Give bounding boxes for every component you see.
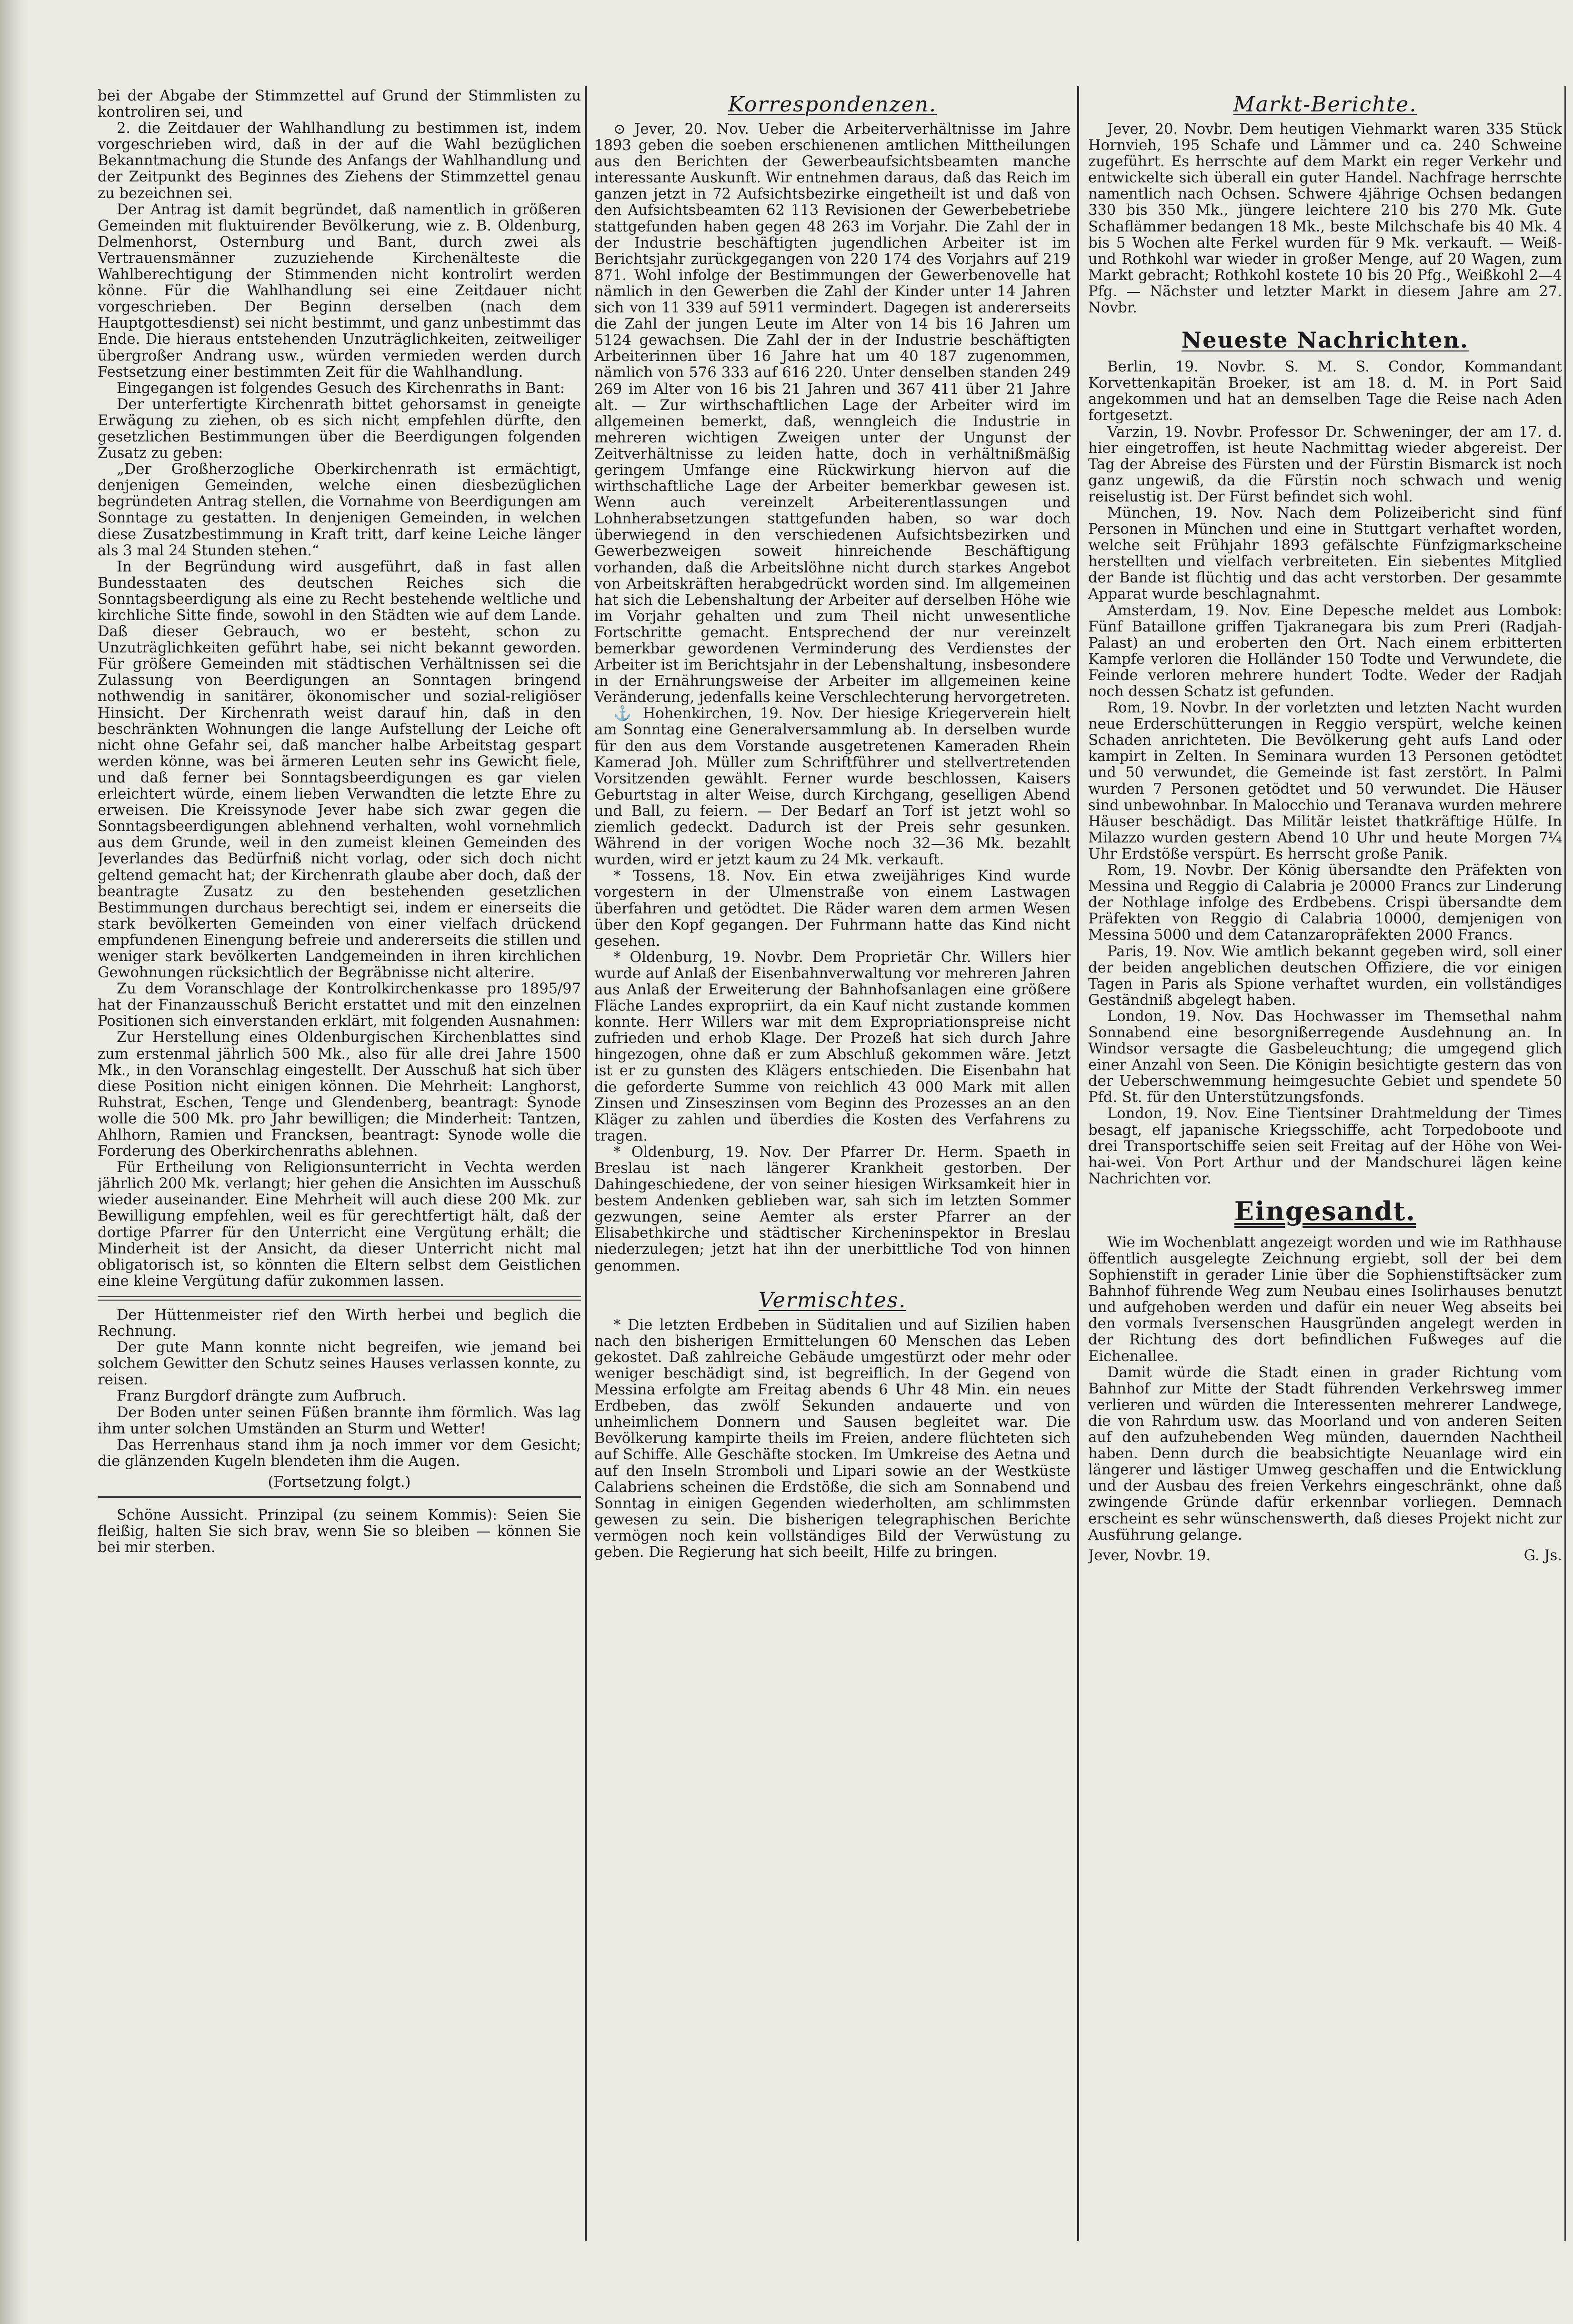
news-london-2: London, 19. Nov. Eine Tientsiner Drahtmeldung der Times besagt, elf japanische Kriegsschiffe, acht Torpedoboote und drei Transportschiffe seien seit Freitag auf der Höhe von Wei-hai-wei. Von Port Arthur und der Mandschurei lägen keine Nachrichten vor. [1088, 1105, 1562, 1187]
news-london-1: London, 19. Nov. Das Hochwasser im Themsethal nahm Sonnabend eine besorgnißerregende Ausdehnung an. In Windsor versagte die Gasbeleuchtung; die umgegend glich einer Anzahl von Seen. Die Königin besichtigte gestern das von der Ueberschwemmung heimgesuchte Gebiet und spendete 50 Pfd. St. für den Unterstützungsfonds. [1088, 1008, 1562, 1106]
page-right-rule [1564, 86, 1566, 2241]
news-varzin: Varzin, 19. Novbr. Professor Dr. Schweninger, der am 17. d. hier eingetroffen, ist heute Nachmittag wieder abgereist. Der Tag der Abreise des Fürsten und der Fürstin Bismarck ist noch ganz ungewiß, da die Fürstin noch schwach und wenig reiselustig ist. Der Fürst befindet sich wohl. [1088, 423, 1562, 505]
news-berlin: Berlin, 19. Novbr. S. M. S. Condor, Kommandant Korvettenkapitän Broeker, ist am 18. d. M. in Port Said angekommen und hat an demselben Tage die Reise nach Aden fortgesetzt. [1088, 359, 1562, 424]
column-rule-2 [1077, 86, 1079, 2241]
news-rom-1: Rom, 19. Novbr. In der vorletzten und letzten Nacht wurden neue Erderschütterungen in Reggio verspürt, welche keinen Schaden anrichteten. Die Bevölkerung geht aufs Land oder kampirt in Zelten. In Seminara wurden 13 Personen getödtet und 50 verwundet, die Gemeinde ist fast zerstört. In Palmi wurden 7 Personen getödtet und 50 verwundet. Die Häuser sind unbewohnbar. In Malocchio und Teranava wurden mehrere Häuser beschädigt. Das Militär leistet thatkräftige Hülfe. In Milazzo wurden gestern Abend 10 Uhr und heute Morgen 7¼ Uhr Erdstöße verspürt. Es herrscht große Panik. [1088, 700, 1562, 862]
section-divider-2 [98, 1496, 581, 1501]
story-p5: Das Herrenhaus stand ihm ja noch immer vor dem Gesicht; die glänzenden Kugeln blendeten ihm die Augen. [98, 1436, 581, 1470]
section-divider [98, 1296, 581, 1301]
letter-p1: Wie im Wochenblatt angezeigt worden und wie im Rathhause öffentlich ausgelegte Zeichnung ergiebt, soll der bei dem Sophienstift in gerader Linie über die Sophienstiftsäcker zum Bahnhof führende Weg zum Neubau eines Isolirhauses benutzt und aufgehoben werden und dafür ein neuer Weg abseits bei den vormals Iversenschen Hausgründen angelegt werden in der Richtung des dort befindlichen Fußweges auf die Eichenallee. [1088, 1234, 1562, 1365]
report-tossens: * Tossens, 18. Nov. Ein etwa zweijähriges Kind wurde vorgestern in der Ulmenstraße von einem Lastwagen überfahren und getödtet. Die Räder waren dem armen Wesen über den Kopf gegangen. Der Fuhrmann hatte das Kind nicht gesehen. [594, 868, 1071, 950]
synod-text-p1: bei der Abgabe der Stimmzettel auf Grund der Stimmlisten zu kontroliren sei, und [98, 88, 581, 121]
story-p3: Franz Burgdorf drängte zum Aufbruch. [117, 1388, 406, 1405]
synod-text-p8: Zu dem Voranschlage der Kontrolkirchenkasse pro 1895/97 hat der Finanzausschuß Bericht erstattet und mit den einzelnen Positionen sich einverstanden erklärt, mit folgenden Ausnahmen: [98, 981, 581, 1030]
heading-korrespondenzen: Korrespondenzen. [728, 92, 937, 117]
market-jever: Jever, 20. Novbr. Dem heutigen Viehmarkt waren 335 Stück Hornvieh, 195 Schafe und Lämmer und ca. 240 Schweine zugeführt. Es herrschte auf dem Markt ein reger Verkehr und entwickelte sich überall ein guter Handel. Nachfrage herrschte namentlich nach Ochsen. Schwere 4jährige Ochsen bedangen 330 bis 350 Mk., jüngere leichtere 210 bis 270 Mk. Gute Schaflämmer bedangen 18 Mk., beste Milchschafe bis 40 Mk. 4 bis 5 Wochen alte Ferkel wurden für 9 Mk. verkauft. — Weiß- und Rothkohl war wieder in großer Menge, auf 20 Wagen, zum Markt gebracht; Rothkohl kostete 10 bis 20 Pfg., Weißkohl 2—4 Pfg. — Nächster und letzter Markt in diesem Jahre am 27. Novbr. [1088, 121, 1562, 317]
synod-text-p7: In der Begründung wird ausgeführt, daß in fast allen Bundesstaaten des deutschen Reiches sich die Sonntagsbeerdigung als eine zu Recht bestehende weltliche und kirchliche Sitte finde, sowohl in den Städten wie auf dem Lande. Daß dieser Gebrauch, wo er besteht, schon zu Unzuträglichkeiten geführt habe, sei nicht bekannt geworden. Für größere Gemeinden mit städtischen Verhältnissen sei die Zulassung von Beerdigungen an Sonntagen bringend nothwendig in sanitärer, ökonomischer und sozial-religiöser Hinsicht. Der Kirchenrath weist darauf hin, daß in den beschränkten Wohnungen die lange Aufstellung der Leiche oft nicht ohne Gefahr sei, daß mancher halbe Arbeitstag gespart werden könne, was bei ärmeren Leuten sehr ins Gewicht fiele, und daß ferner bei Sonntagsbeerdigungen es gar vielen erleichtert würde, einem lieben Verwandten die letzte Ehre zu erweisen. Die Kreissynode Jever habe sich zwar gegen die Sonntagsbeerdigungen ablehnend verhalten, wohl vornehmlich aus dem Grunde, weil in den zumeist kleinen Gemeinden des Jeverlandes das Bedürfniß nicht vorlag, oder sich doch nicht geltend gemacht hat; der Kirchenrath glaube aber doch, daß der beantragte Zusatz zu den bestehenden gesetzlichen Bestimmungen durchaus berechtigt sei, indem er einerseits die stark bevölkerten Gemeinden von einer vielfach drückend empfundenen Einengung befreie und andererseits die stillen und weniger stark bevölkerten Landgemeinden in ihren kirchlichen Gewohnungen rücksichtlich der Begräbnisse nicht alterire. [98, 558, 581, 982]
column-middle [594, 88, 1071, 1561]
synod-text-p6: „Der Großherzogliche Oberkirchenrath ist ermächtigt, denjenigen Gemeinden, welche einen diesbezüglichen begründeten Antrag stellen, die Vornahme von Beerdigungen am Sonntage zu gestatten. In denjenigen Gemeinden, in welchen diese Zusatzbestimmung in Kraft tritt, darf keine Leiche länger als 3 mal 24 Stunden stehen.“ [98, 461, 581, 559]
news-amsterdam: Amsterdam, 19. Nov. Eine Depesche meldet aus Lombok: Fünf Bataillone griffen Tjakranegara bis zum Preri (Radjah-Palast) an und eroberten den Ort. Nach einem erbitterten Kampfe verloren die Holländer 150 Todte und Verwundete, die Feinde verloren mehrere hundert Todte. Weder der Radjah noch dessen Schatz ist gefunden. [1088, 602, 1562, 700]
news-muenchen: München, 19. Nov. Nach dem Polizeibericht sind fünf Personen in München und eine in Stuttgart verhaftet worden, welche seit Frühjahr 1893 gefälschte Fünfzigmarkscheine herstellten und vielfach verbreiteten. Ein siebentes Mitglied der Bande ist flüchtig und das acht verstorben. Der gesammte Apparat wurde beschlagnahmt. [1088, 504, 1562, 603]
story-p2: Der gute Mann konnte nicht begreifen, wie jemand bei solchem Gewitter den Schutz seines Hauses verlassen konnte, zu reisen. [98, 1339, 581, 1389]
synod-text-p4: Eingegangen ist folgendes Gesuch des Kirchenraths in Bant: [117, 380, 565, 397]
synod-text-p9: Zur Herstellung eines Oldenburgischen Kirchenblattes sind zum erstenmal jährlich 500 Mk., also für alle drei Jahre 1500 Mk., in den Voranschlag eingestellt. Der Ausschuß hat sich über diese Position nicht einigen können. Die Mehrheit: Langhorst, Ruhstrat, Eschen, Tenge und Glendenberg, beantragt: Synode wolle die 500 Mk. pro Jahr bewilligen; die Minderheit: Tantzen, Ahlhorn, Ramien und Francksen, beantragt: Synode wolle die Forderung des Oberkirchenraths ablehnen. [98, 1029, 581, 1160]
news-rom-2: Rom, 19. Novbr. Der König übersandte den Präfekten von Messina und Reggio di Calabria je 20000 Francs zur Linderung der Nothlage infolge des Erdbebens. Crispi übersandte dem Präfekten von Reggio di Calabria 10000, demjenigen von Messina 5000 und dem Catanzaropräfekten 2000 Francs. [1088, 862, 1562, 944]
report-oldenburg-2: * Oldenburg, 19. Nov. Der Pfarrer Dr. Herm. Spaeth in Breslau ist nach längerer Krankheit gestorben. Der Dahingeschiedene, der von seiner hiesigen Wirksamkeit hier in bestem Andenken geblieben war, sah sich im letzten Sommer gezwungen, seine Aemter als erster Pfarrer an der Elisabethkirche und städtischer Kircheninspektor in Breslau niederzulegen; jetzt hat ihn der unerbittliche Tod von hinnen genommen. [594, 1143, 1071, 1274]
heading-neueste-nachrichten: Neueste Nachrichten. [1182, 327, 1469, 353]
column-left [98, 88, 581, 1556]
joke-text: Schöne Aussicht. Prinzipal (zu seinem Kommis): Seien Sie fleißig, halten Sie sich brav, wenn Sie so bleiben — können Sie bei mir sterben. [98, 1506, 581, 1556]
story-p4: Der Boden unter seinen Füßen brannte ihm förmlich. Was lag ihm unter solchen Umständen an Sturm und Wetter! [98, 1404, 581, 1437]
report-jever: ⊙ Jever, 20. Nov. Ueber die Arbeiterverhältnisse im Jahre 1893 geben die soeben erschienenen amtlichen Mittheilungen aus den Berichten der Gewerbeaufsichtsbeamten manche interessante Auskunft. Wir entnehmen daraus, daß das Reich im ganzen jetzt in 72 Aufsichtsbezirke eingetheilt ist und daß von den Aufsichtsbeamten 62 113 Revisionen der Gewerbebetriebe stattgefunden haben gegen 48 263 im Vorjahr. Die Zahl der in der Industrie beschäftigten jugendlichen Arbeiter ist im Berichtsjahr zurückgegangen von 220 174 des Vorjahrs auf 219 871. Wohl infolge der Bestimmungen der Gewerbenovelle hat nämlich in den Gewerben die Zahl der Kinder unter 14 Jahren sich von 11 339 auf 5911 vermindert. Dagegen ist andererseits die Zahl der jungen Leute im Alter von 14 bis 16 Jahren um 5124 gewachsen. Die Zahl der in der Industrie beschäftigten Arbeiterinnen über 16 Jahre hat um 40 187 zugenommen, nämlich von 576 333 auf 616 220. Unter denselben standen 249 269 im Alter von 16 bis 21 Jahren und 367 411 über 21 Jahre alt. — Zur wirthschaftlichen Lage der Arbeiter wird im allgemeinen bemerkt, daß, wenngleich die Industrie in mehreren wichtigen Zweigen unter der Ungunst der Zeitverhältnisse zu leiden hatte, doch in verhältnißmäßig geringem Umfange eine Rückwirkung hiervon auf die wirthschaftliche Lage der Arbeiter bemerkbar gewesen ist. Wenn auch vereinzelt Arbeiterentlassungen und Lohnherabsetzungen stattgefunden haben, so war doch überwiegend in den verschiedenen Aufsichtsbezirken und Gewerbezweigen soweit hinreichende Beschäftigung vorhanden, daß die Arbeitslöhne nicht durch starkes Angebot von Arbeitskräften herabgedrückt worden sind. Im allgemeinen hat sich die Lebenshaltung der Arbeiter auf derselben Höhe wie im Vorjahr gehalten und zum Theil nicht unwesentliche Fortschritte gemacht. Entsprechend der nur vereinzelt bemerkbar gewordenen Verminderung des Verdienstes der Arbeiter ist im Berichtsjahr in der Lebenshaltung, insbesondere in der Ernährungsweise der Arbeiter im allgemeinen keine Veränderung, jedenfalls keine Verschlechterung hervorgetreten. [594, 121, 1071, 706]
report-erdbeben: * Die letzten Erdbeben in Süditalien und auf Sizilien haben nach den bisherigen Ermittelungen 60 Menschen das Leben gekostet. Daß zahlreiche Gebäude umgestürzt oder mehr oder weniger beschädigt sind, ist begreiflich. In der Gegend von Messina erfolgte am Freitag abends 6 Uhr 48 Min. ein neues Erdbeben, das zwölf Sekunden andauerte und von unheimlichem Donnern und Sausen begleitet war. Die Bevölkerung kampirte theils im Freien, andere flüchteten sich auf Schiffe. Alle Geschäfte stocken. Im Umkreise des Aetna und auf den Inseln Stromboli und Lipari sowie an der Westküste Calabriens scheinen die Erdstöße, die sich am Sonnabend und Sonntag in einigen Gegenden wiederholten, am schlimmsten gewesen zu sein. Die bisherigen telegraphischen Berichte vermögen noch kein vollständiges Bild der Verwüstung zu geben. Die Regierung hat sich beeilt, Hilfe zu bringen. [594, 1316, 1071, 1561]
heading-markt-berichte: Markt-Berichte. [1233, 92, 1417, 117]
synod-text-p2: 2. die Zeitdauer der Wahlhandlung zu bestimmen ist, indem vorgeschrieben wird, daß in der auf die Wahl bezüglichen Bekanntmachung die Stunde des Anfangs der Wahlhandlung und der Zeitpunkt des Beginnes des Ziehens der Stimmzettel genau zu bezeichnen sei. [98, 120, 581, 202]
signature-initials: G. Js. [1523, 1547, 1562, 1564]
story-p1: Der Hüttenmeister rief den Wirth herbei und beglich die Rechnung. [98, 1306, 581, 1340]
continuation-note: (Fortsetzung folgt.) [268, 1473, 411, 1491]
column-right [1088, 88, 1562, 1565]
synod-text-p5: Der unterfertigte Kirchenrath bittet gehorsamst in geneigte Erwägung zu ziehen, ob es sich nicht empfehlen dürfte, den gesetzlichen Bestimmungen über die Beerdigungen folgenden Zusatz zu geben: [98, 396, 581, 462]
letter-p2: Damit würde die Stadt einen in grader Richtung vom Bahnhof zur Mitte der Stadt führenden Verkehrsweg immer verlieren und würden die Interessenten mehrerer Landwege, die von Rahrdum usw. das Moorland und von anderen Seiten auf den aufzuhebenden Weg münden, dauernden Nachtheil haben. Denn durch die beabsichtigte Neuanlage wird ein längerer und lästiger Umweg geschaffen und die Entwicklung und der Ausbau des freien Verkehrs eingeschränkt, ohne daß zwingende Gründe dafür erkennbar vorliegen. Demnach erscheint es sehr wünschenswerth, daß dieses Projekt nicht zur Ausführung gelange. [1088, 1364, 1562, 1543]
news-paris: Paris, 19. Nov. Wie amtlich bekannt gegeben wird, soll einer der beiden angeblichen deutschen Offiziere, die vor einigen Tagen in Paris als Spione verhaftet wurden, ein vollständiges Geständniß abgelegt haben. [1088, 943, 1562, 1009]
heading-vermischtes: Vermischtes. [758, 1288, 907, 1312]
synod-text-p10: Für Ertheilung von Religionsunterricht in Vechta werden jährlich 200 Mk. verlangt; hier gehen die Ansichten im Ausschuß wieder auseinander. Eine Mehrheit will auch diese 200 Mk. zur Bewilligung empfehlen, weil es für gerechtfertigt hält, daß der dortige Pfarrer für den Unterricht eine Vergütung erhält; die Minderheit ist der Ansicht, da dieser Unterricht nicht mal obligatorisch ist, so könnten die Eltern selbst dem Geistlichen eine kleine Vergütung dafür zukommen lassen. [98, 1159, 581, 1290]
synod-text-p3: Der Antrag ist damit begründet, daß namentlich in größeren Gemeinden mit fluktuirender Bevölkerung, wie z. B. Oldenburg, Delmenhorst, Osternburg und Bant, durch zwei als Vertrauensmänner zuzuziehende Kirchenälteste die Wahlberechtigung der Stimmenden nicht kontrolirt werden könne. Für die Wahlhandlung sei eine Zeitdauer nicht vorgeschrieben. Der Beginn derselben (nach dem Hauptgottesdienst) sei nicht bestimmt, und ganz unbestimmt das Ende. Die hieraus entstehenden Unzuträglichkeiten, zeitweiliger übergroßer Andrang usw., würden vermieden werden durch Festsetzung einer bestimmten Zeit für die Wahlhandlung. [98, 201, 581, 381]
signature-place-date: Jever, Novbr. 19. [1088, 1547, 1211, 1564]
report-hohenkirchen: ⚓ Hohenkirchen, 19. Nov. Der hiesige Kriegerverein hielt am Sonntag eine Generalversammlung ab. In derselben wurde für den aus dem Vorstande ausgetretenen Kameraden Rhein Kamerad Joh. Müller zum Schriftführer und stellvertretenden Vorsitzenden gewählt. Ferner wurde beschlossen, Kaisers Geburtstag in alter Weise, durch Kirchgang, geselligen Abend und Ball, zu feiern. — Der Bedarf an Torf ist jetzt wohl so ziemlich gedeckt. Dadurch ist der Preis sehr gesunken. Während in der vorigen Woche noch 32—36 Mk. bezahlt wurden, wird er jetzt kaum zu 24 Mk. verkauft. [594, 705, 1071, 869]
column-rule-1 [585, 86, 587, 2241]
letter-signature [1088, 1546, 1562, 1565]
page-gutter-shadow [0, 0, 29, 2324]
report-oldenburg-1: * Oldenburg, 19. Novbr. Dem Proprietär Chr. Willers hier wurde auf Anlaß der Eisenbahnverwaltung vor mehreren Jahren aus Anlaß der Erweiterung der Bahnhofsanlagen eine größere Fläche Landes expropriirt, da ein Kauf nicht zustande kommen konnte. Herr Willers war mit dem Expropriationspreise nicht zufrieden und erhob Klage. Der Prozeß hat sich durch Jahre hingezogen, ohne daß er zum Abschluß gekommen wäre. Jetzt ist er zu gunsten des Klägers entschieden. Die Eisenbahn hat die geforderte Summe von reichlich 43 000 Mark mit allen Zinsen und Zinseszinsen vom Beginn des Prozesses an an den Kläger zu zahlen und überdies die Kosten des Verfahrens zu tragen. [594, 949, 1071, 1144]
heading-eingesandt: Eingesandt. [1234, 1195, 1416, 1226]
